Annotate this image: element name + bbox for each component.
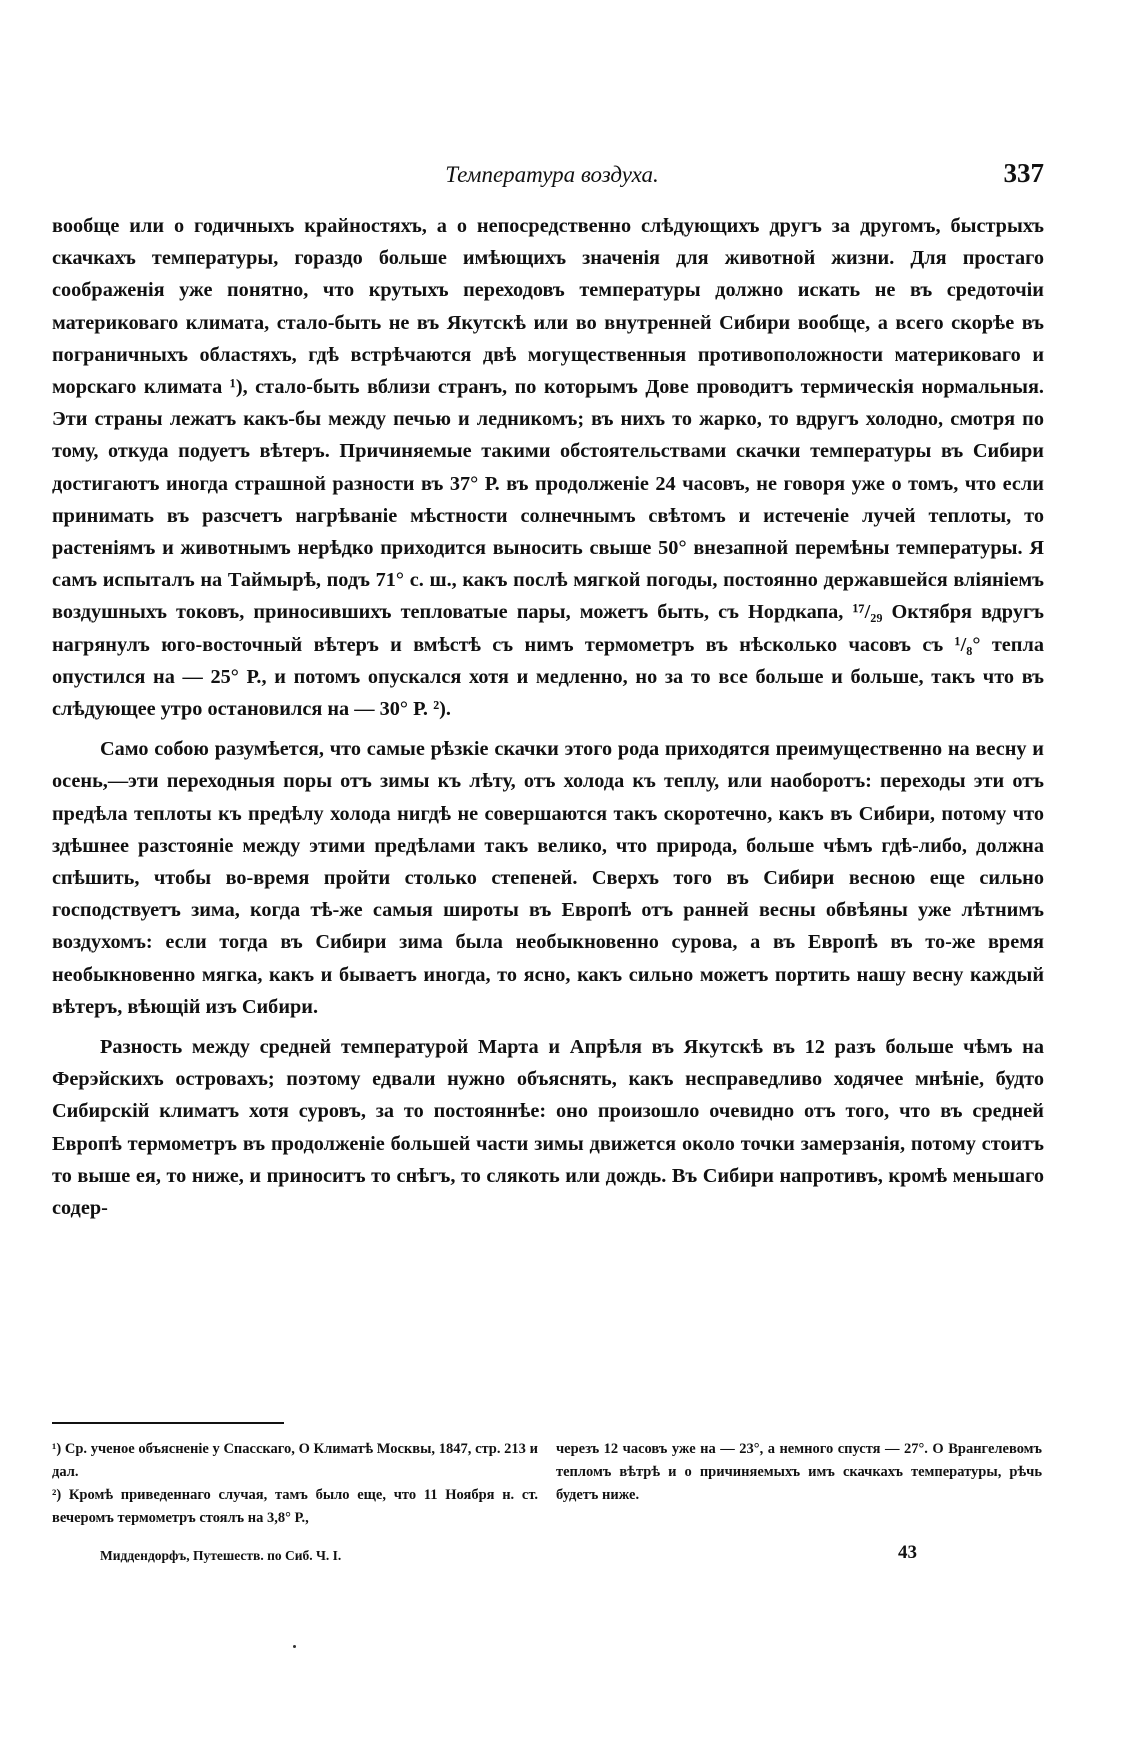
footnotes-right-column	[556, 1438, 1042, 1507]
footnote-divider	[52, 1422, 284, 1424]
printer-signature: Миддендорфъ, Путешеств. по Сиб. Ч. I.	[100, 1548, 342, 1563]
sheet-number: 43	[898, 1542, 917, 1563]
body-text	[52, 210, 1044, 1224]
scan-speck	[293, 1645, 296, 1648]
paragraph: Разность между средней температурой Марта и Апрѣля въ Якутскѣ въ 12 разъ больше чѣмъ на Ферэйскихъ островахъ; поэтому едвали нужно объяснять, какъ несправедливо ходячее мнѣніе, будто Сибирскій климатъ хотя суровъ, за то постояннѣе: оно произошло очевидно отъ того, что въ средней Европѣ термометръ въ продолженіе большей части зимы движется около точки замерзанія, потому стоитъ то выше ея, то ниже, и приноситъ то снѣгъ, то слякоть или дождь. Въ Сибири напротивъ, кромѣ меньшаго содер-	[52, 1036, 1044, 1220]
footnotes-left-column	[52, 1438, 538, 1530]
footnote-2-continuation: черезъ 12 часовъ уже на — 23°, а немного спустя — 27°. О Врангелевомъ тепломъ вѣтрѣ и о причиняемыхъ имъ скачкахъ температуры, рѣчь будетъ ниже.	[556, 1441, 1042, 1503]
paragraph: Само собою разумѣется, что самые рѣзкіе скачки этого рода приходятся преимущественно на весну и осень,—эти переходныя поры отъ зимы къ лѣту, отъ холода къ теплу, или наоборотъ: переходы эти отъ предѣла теплоты къ предѣлу холода нигдѣ не совершаются такъ скоротечно, какъ въ Сибири, потому что здѣшнее разстояніе между этими предѣлами такъ велико, что природа, больше чѣмъ гдѣ-либо, должна спѣшить, чтобы во-время пройти столько степеней. Сверхъ того въ Сибири весною еще сильно господствуетъ зима, когда тѣ-же самыя широты въ Европѣ отъ ранней весны обвѣяны уже лѣтнимъ воздухомъ: если тогда въ Сибири зима была необыкновенно сурова, а въ Европѣ въ то-же время необыкновенно мягка, какъ и бываетъ иногда, то ясно, какъ сильно можетъ портить нашу весну каждый вѣтеръ, вѣющій изъ Сибири.	[52, 738, 1044, 1018]
footnote-2: ²) Кромѣ приведеннаго случая, тамъ было еще, что 11 Ноября н. ст. вечеромъ термометръ стоялъ на 3,8° Р.,	[52, 1487, 538, 1526]
footnote-1: ¹) Ср. ученое объясненіе у Спасскаго, О Климатѣ Москвы, 1847, стр. 213 и дал.	[52, 1441, 538, 1480]
running-title: Температура воздуха.	[445, 162, 659, 187]
page-header	[60, 158, 1044, 192]
paragraph-continuation: вообще или о годичныхъ крайностяхъ, а о непосредственно слѣдующихъ другъ за другомъ, быстрыхъ скачкахъ температуры, гораздо больше имѣющихъ значенія для животной жизни. Для простаго соображенія уже понятно, что крутыхъ переходовъ температуры должно искать не въ средоточіи материковаго климата, стало-быть не въ Якутскѣ или во внутренней Сибири вообще, а всего скорѣе въ пограничныхъ областяхъ, гдѣ встрѣчаются двѣ могущественныя противоположности материковаго и морскаго климата ¹), стало-быть вблизи странъ, по которымъ Дове проводитъ термическія нормальныя. Эти страны лежатъ какъ-бы между печью и ледникомъ; въ нихъ то жарко, то вдругъ холодно, смотря по тому, откуда подуетъ вѣтеръ. Причиняемые такими обстоятельствами скачки температуры въ Сибири достигаютъ иногда страшной разности въ 37° Р. въ продолженіе 24 часовъ, не говоря уже о томъ, что если принимать въ разсчетъ нагрѣваніе мѣстности солнечнымъ свѣтомъ и истеченіе лучей теплоты, то растеніямъ и животнымъ нерѣдко приходится выносить свыше 50° внезапной перемѣны температуры. Я самъ испыталъ на Таймырѣ, подъ 71° с. ш., какъ послѣ мягкой погоды, постоянно державшейся вліяніемъ воздушныхъ токовъ, приносившихъ тепловатые пары, можетъ быть, съ Нордкапа, ¹⁷/₂₉ Октября вдругъ нагрянулъ юго-восточный вѣтеръ и вмѣстѣ съ нимъ термометръ въ нѣсколько часовъ съ ¹/₈° тепла опустился на — 25° Р., и потомъ опускался хотя и медленно, но за то все больше и больше, такъ что въ слѣдующее утро остановился на — 30° Р. ²).	[52, 215, 1044, 721]
page-number: 337	[1003, 158, 1044, 188]
